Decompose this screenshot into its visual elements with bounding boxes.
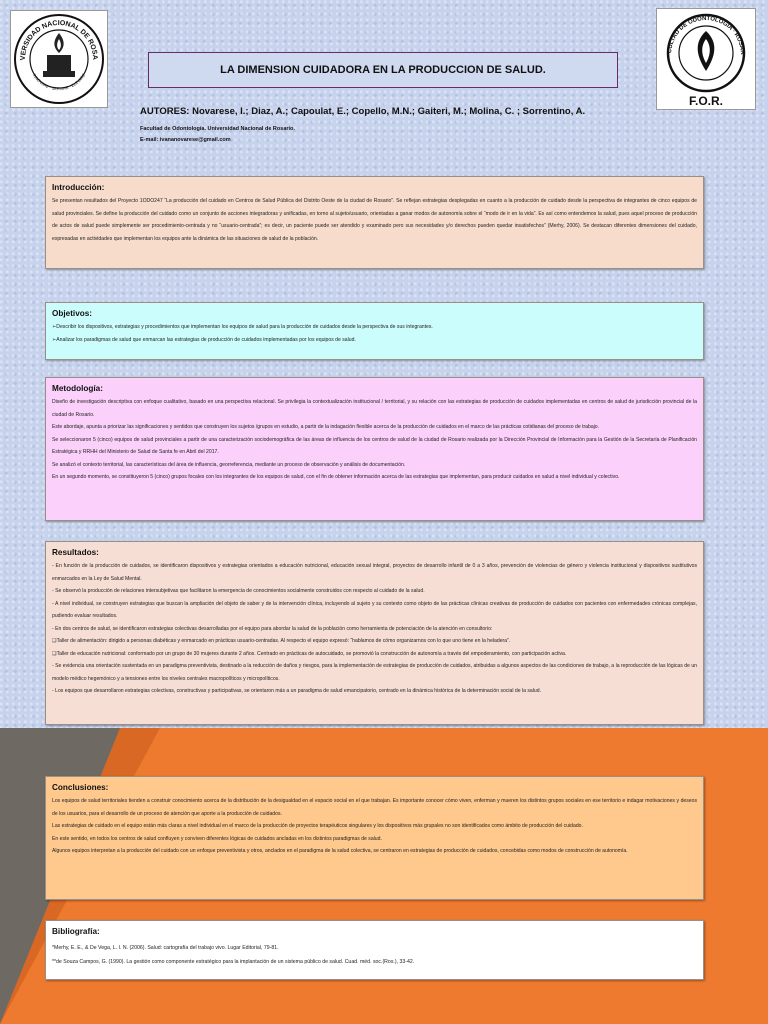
paragraph: Algunos equipos interpretan a la producción del cuidado con un enfoque preventivista y otros, anclados en el paradigma de la salud colectiva, se centraron en estrategias de producción de cuidados, concebidas como modos de construcción de autonomía. xyxy=(52,848,628,854)
for-logo xyxy=(656,8,756,110)
objective-item: ➢Analizar los paradigmas de salud que enmarcan las estrategias de producción de cuidados implementadas por los equipos de salud. xyxy=(52,337,356,343)
paragraph: ❑Taller de alimentación: dirigido a personas diabéticas y enmarcado en prácticas usuario-centradas. Al respecto el equipo expresó: “hablamos de cómo organizarnos con lo que uno tiene en la heladera”. xyxy=(52,638,511,644)
authors: AUTORES: Novarese, I.; Diaz, A.; Capoulat, E.; Copello, M.N.; Gaiteri, M.; Molina, C. ; Sorrentino, A. xyxy=(140,106,586,117)
paragraph: - En dos centros de salud, se identificaron estrategias colectivas desarrolladas por el equipo para abordar la salud de la población como herramienta de potenciación de la atención en consultorio: xyxy=(52,625,493,632)
svg-text:FACULTAD DE ODONTOLOGIA · ROSA: CULTAD DE ODONTOLOGIA · ROSAR xyxy=(666,15,746,55)
reference: *Merhy, E. E., & De Vega, L. I. N. (2006). Salud: cartografía del trabajo vivo. Lugar Editorial, 79-81. xyxy=(52,945,279,951)
svg-text:UNIVERSIDAD NACIONAL DE ROSARI: VERSIDAD NACIONAL DE ROSA xyxy=(19,19,99,61)
section-resultados xyxy=(45,541,704,725)
paragraph: - Se evidencia una orientación sustentada en un paradigma preventivista, destinado a la reducción de daños y riesgos, para la implementación de estrategias de producción de cuidados, atribuidas a algunos aspectos de las condiciones de trabajo, a la reproducción de las lógicas de un modelo médico hegemónico y a tensiones entre los niveles centrales macropolíticos y micropolíticos. xyxy=(52,663,697,682)
affiliation-block xyxy=(140,124,295,146)
section-title: Resultados: xyxy=(52,548,99,557)
paragraph: En este sentido, en todos los centros de salud confluyen y conviven diferentes lógicas de cuidados ancladas en los distintos paradigmas de salud. xyxy=(52,835,382,842)
for-seal-icon xyxy=(657,9,755,109)
paragraph: - A nivel individual, se construyen estrategias que buscan la ampliación del objeto de saber y de la intervención clínica, incluyendo al sujeto y su contexto como objeto de las prácticas clínicas creativas de producción de cuidados con pacientes con enfermedades crónicas complejas, pudiendo evaluar resultados. xyxy=(52,600,697,619)
poster-title-box xyxy=(148,52,618,88)
section-title: Introducción: xyxy=(52,183,105,192)
objective-item: ➢Describir los dispositivos, estrategias y procedimientos que implementan los equipos de salud para la producción de cuidados desde la perspectiva de sus integrantes. xyxy=(52,324,433,330)
unr-logo xyxy=(10,10,108,108)
paragraph: Este abordaje, apunta a priorizar las significaciones y sentidos que construyen los sujetos /grupos en estudio, a partir de la indagación flexible acerca de la producción de cuidados en el marco de las prácticas cotidianas del proceso de trabajo. xyxy=(52,424,600,430)
section-metodologia xyxy=(45,377,704,521)
email: E-mail: ivananovarese@gmail.com xyxy=(140,137,231,143)
affiliation: Facultad de Odontología. Universidad Nacional de Rosario. xyxy=(140,126,295,132)
paragraph: Diseño de investigación descriptiva con enfoque cualitativo, basado en una perspectiva relacional. Se privilegia la contextualización institucional / territorial, y su relación con las estrategias de producción de cuidados implementadas en centros de salud de jurisdicción provincial de la ciudad de Rosario. xyxy=(52,399,697,418)
section-title: Metodología: xyxy=(52,384,103,393)
paragraph: ❑Taller de educación nutricional: conformado por un grupo de 30 mujeres durante 2 años. Centrado en prácticas de autocuidado, se promovió la construcción de autonomía a través del empoderamiento, con participación activa. xyxy=(52,650,567,657)
unr-seal-icon xyxy=(11,11,107,107)
svg-text:F.O.R.: F.O.R. xyxy=(688,94,724,108)
paragraph: - Los equipos que desarrollaron estrategias colectivas, constructivas y participativas, se orientaron más a un paradigma de salud emancipatorio, centrado en la dinámica histórica de la determinación social de la salud. xyxy=(52,688,541,694)
paragraph: Se analizó el contexto territorial, las características del área de influencia, georreferencia, mediante un proceso de observación y análisis de documentación. xyxy=(52,461,406,468)
paragraph: En un segundo momento, se constituyeron 5 (cinco) grupos focales con los integrantes de los equipos de salud, con el fin de obtener información acerca de las estrategias que implementan, para producir cuidados en salud a nivel individual y colectivo. xyxy=(52,474,620,480)
svg-text:INNOVARE · SERVIRE · ELEVARE: INNOVARE · SERVIRE · ELEVARE xyxy=(31,72,87,92)
reference: **de Souza Campos, G. (1990). La gestión como componente estratégico para la implantación de un sistema público de salud. Cuad. méd. soc.(Ros.), 33-42. xyxy=(52,959,415,965)
paragraph: - En función de la producción de cuidados, se identificaron dispositivos y estrategias orientados a educación nutricional, educación sexual integral, proyectos de desarrollo infantil de 0 a 3 años, prevención de violencias de género y violencia institucional y dispositivos sustitutivos enmarcados en la Ley de Salud Mental. xyxy=(52,563,697,582)
paragraph: Las estrategias de cuidado en el equipo están más claras a nivel individual en el marco de la producción de proyectos terapéuticos singulares y los dispositivos más grupales no son identificados como ámbito de producción del cuidado. xyxy=(52,823,583,829)
section-text: Se presentan resultados del Proyecto 1ODO247 “La producción del cuidado en Centros de Salud Pública del Distrito Oeste de la ciudad de Rosario”. Se reflejan estrategias desplegadas en cuanto a la producción de cuidado desde la perspectiva de integrantes de cinco equipos de salud provinciales. Se define la producción del cuidado como un conjunto de acciones integradoras y unificadas, en torno al sujeto/usuario, orientadas a ganar modos de autonomía sobre el “modo de ir en la vida”. Es así como entendemos la salud, pues aquel proceso de producción de actos de salud puede simplemente ser procedimiento-centrada y no “usuario-centrada”; es decir, un paciente puede ser atendido y examinado pero sus necesidades y/o derechos pueden quedar insatisfechos” (Merhy, 2006). Se destacan diferentes dimensiones del cuidado, expresadas en actividades que implementan los equipos ante la dinámica de las situaciones de salud de la población. xyxy=(52,198,697,242)
section-title: Bibliografía: xyxy=(52,927,100,936)
section-objetivos xyxy=(45,302,704,360)
section-conclusiones xyxy=(45,776,704,900)
section-title: Conclusiones: xyxy=(52,783,109,792)
section-bibliografia xyxy=(45,920,704,980)
paragraph: - Se observó la producción de relaciones intersubjetivas que facilitaron la emergencia de conocimientos socialmente construidos con respecto al cuidado de la salud. xyxy=(52,588,425,594)
paragraph: Los equipos de salud territoriales tienden a construir conocimiento acerca de la distribución de la desigualdad en el espacio social en el que trabajan. Es importante conocer cómo viven, enferman y mueren los distintos grupos sociales en ese territorio e indagar motivaciones y deseos de los usuarios, para el desarrollo de un proceso de atención que aporte a la producción de cuidados. xyxy=(52,798,697,817)
paragraph: Se seleccionaron 5 (cinco) equipos de salud provinciales a partir de una caracterización sociodemográfica de las áreas de influencia de los centros de salud de la ciudad de Rosario realizada por la Dirección Provincial de Información para la Gestión de la Secretaría de Planificación Estratégica y RRHH del Ministerio de Salud de Santa fe en Abril del 2017. xyxy=(52,436,697,455)
poster-title: LA DIMENSION CUIDADORA EN LA PRODUCCION DE SALUD. xyxy=(220,64,546,76)
section-title: Objetivos: xyxy=(52,309,93,318)
section-introduccion xyxy=(45,176,704,269)
